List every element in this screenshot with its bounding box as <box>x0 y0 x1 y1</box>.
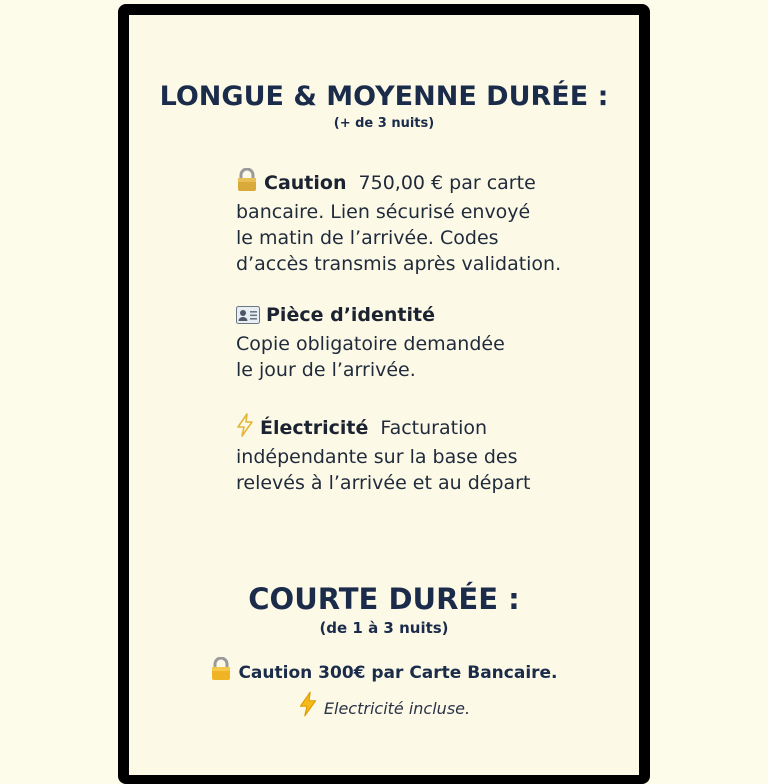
short-stay-title: COURTE DURÉE : <box>248 582 520 616</box>
identity-line-2: le jour de l’arrivée. <box>236 359 416 381</box>
short-caution-row <box>129 657 639 686</box>
lock-icon <box>236 168 258 199</box>
info-card <box>118 4 650 784</box>
identity-label: Pièce d’identité <box>266 304 435 326</box>
short-electricity-row <box>129 691 639 721</box>
short-caution-text: Caution 300€ par Carte Bancaire. <box>238 663 558 683</box>
caution-line-3: le matin de l’arrivée. Codes <box>236 227 499 249</box>
caution-section <box>236 168 566 277</box>
lightning-icon <box>236 413 254 444</box>
long-stay-title: LONGUE & MOYENNE DURÉE : <box>159 81 609 112</box>
electricity-section <box>236 413 566 496</box>
caution-line-4: d’accès transmis après validation. <box>236 253 562 275</box>
identity-line-1: Copie obligatoire demandée <box>236 333 505 355</box>
long-stay-subtitle: (+ de 3 nuits) <box>333 116 435 131</box>
short-stay-subtitle: (de 1 à 3 nuits) <box>319 619 449 637</box>
identity-section <box>236 302 566 383</box>
electricity-line-2: indépendante sur la base des <box>236 446 518 468</box>
lock-icon <box>210 657 232 686</box>
electricity-label: Électricité <box>260 417 369 439</box>
lightning-icon <box>298 691 318 721</box>
card-content <box>129 15 639 775</box>
electricity-line-3: relevés à l’arrivée et au départ <box>236 472 531 494</box>
caution-label: Caution <box>264 172 347 194</box>
electricity-line-1: Facturation <box>380 417 488 439</box>
id-card-icon <box>236 305 260 331</box>
caution-line-2: bancaire. Lien sécurisé envoyé <box>236 201 531 223</box>
caution-line-1: 750,00 € par carte <box>358 172 536 194</box>
short-electricity-text: Electricité incluse. <box>323 699 471 718</box>
